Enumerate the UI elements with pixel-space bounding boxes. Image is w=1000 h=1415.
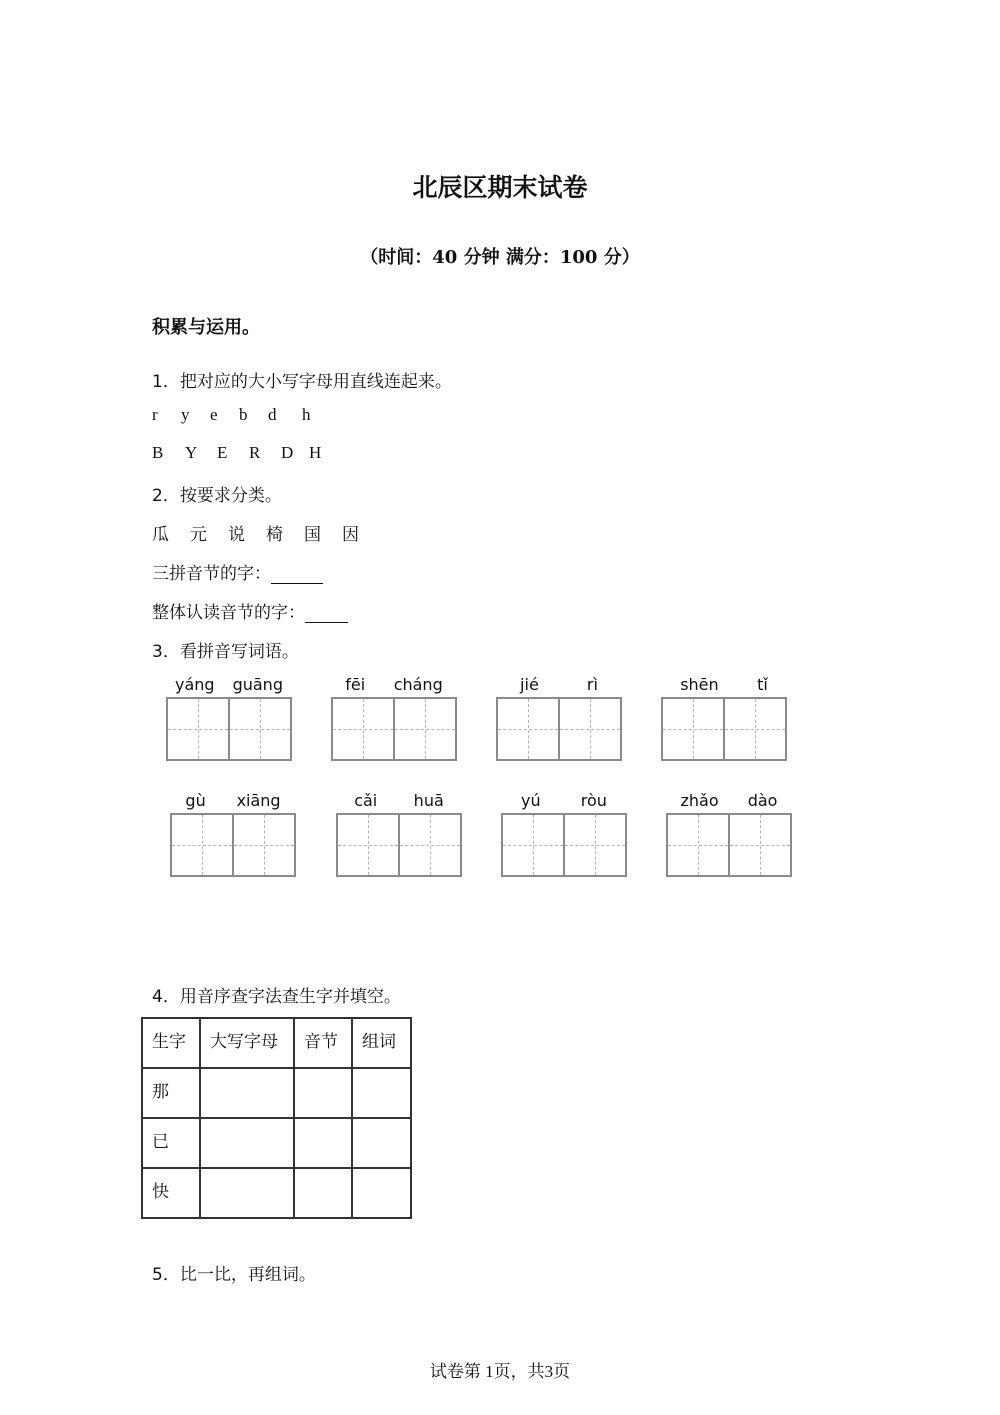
writing-cell[interactable] — [501, 813, 565, 877]
pinyin: fēi — [345, 675, 366, 694]
uppercase-letter: R — [249, 443, 261, 462]
word-grid — [501, 791, 627, 877]
uppercase-letter: D — [281, 443, 294, 462]
writing-cell[interactable] — [730, 813, 792, 877]
writing-cell[interactable] — [496, 697, 560, 761]
character: 瓜 — [152, 525, 169, 545]
whole-syllable-label: 整体认读音节的字： — [152, 603, 305, 623]
exam-info: （时间：40 分钟 满分：100 分） — [360, 247, 640, 268]
answer-blank[interactable] — [305, 604, 348, 623]
writing-cell[interactable] — [661, 697, 725, 761]
word-grid — [496, 675, 622, 761]
writing-cell[interactable] — [400, 813, 462, 877]
word-grid — [661, 675, 787, 761]
whole-syllable-row — [152, 598, 348, 623]
uppercase-letter: H — [309, 443, 322, 462]
word-grid — [331, 675, 457, 761]
question-1-label: 1．把对应的大小写字母用直线连起来。 — [152, 372, 452, 392]
answer-cell[interactable] — [294, 1068, 352, 1118]
writing-cell[interactable] — [560, 697, 622, 761]
pinyin: huā — [413, 791, 444, 810]
pinyin: shēn — [680, 675, 719, 694]
word-grid — [336, 791, 462, 877]
dictionary-lookup-table — [141, 1017, 412, 1219]
writing-cell[interactable] — [565, 813, 627, 877]
character: 元 — [190, 525, 207, 545]
lowercase-letter: b — [239, 405, 248, 424]
column-header: 生字 — [142, 1018, 200, 1068]
three-part-syllable-row — [152, 559, 323, 584]
writing-cell[interactable] — [331, 697, 395, 761]
uppercase-letters — [152, 443, 329, 463]
word-grid — [170, 791, 296, 877]
word-grid — [666, 791, 792, 877]
lowercase-letter: d — [268, 405, 277, 424]
column-header: 组词 — [352, 1018, 411, 1068]
answer-cell[interactable] — [352, 1168, 411, 1218]
pinyin: guāng — [232, 675, 283, 694]
character-list — [152, 520, 362, 545]
writing-cell[interactable] — [666, 813, 730, 877]
character: 因 — [342, 525, 359, 545]
answer-cell[interactable] — [200, 1168, 294, 1218]
answer-cell[interactable] — [294, 1168, 352, 1218]
word-grid — [166, 675, 292, 761]
question-5-label: 5．比一比，再组词。 — [152, 1265, 316, 1285]
pinyin: cháng — [393, 675, 443, 694]
page-title: 北辰区期末试卷 — [412, 173, 588, 202]
three-part-syllable-label: 三拼音节的字： — [152, 564, 271, 584]
lowercase-letter: e — [210, 405, 218, 424]
pinyin: gù — [185, 791, 206, 810]
lowercase-letter: r — [152, 405, 158, 424]
lowercase-letter: h — [302, 405, 311, 424]
table-header-row — [142, 1018, 411, 1068]
pinyin: cǎi — [354, 791, 378, 810]
pinyin: xiāng — [236, 791, 281, 810]
writing-cell[interactable] — [170, 813, 234, 877]
pinyin: yáng — [175, 675, 215, 694]
answer-cell[interactable] — [200, 1118, 294, 1168]
pinyin: tǐ — [757, 675, 768, 694]
uppercase-letter: E — [217, 443, 228, 462]
answer-cell[interactable] — [352, 1068, 411, 1118]
character: 椅 — [266, 525, 283, 545]
character: 国 — [304, 525, 321, 545]
writing-cell[interactable] — [234, 813, 296, 877]
pinyin: yú — [521, 791, 541, 810]
answer-cell[interactable] — [294, 1118, 352, 1168]
column-header: 大写字母 — [200, 1018, 294, 1068]
pinyin: rì — [586, 675, 598, 694]
question-2-label: 2．按要求分类。 — [152, 486, 282, 506]
writing-cell[interactable] — [166, 697, 230, 761]
writing-cell[interactable] — [725, 697, 787, 761]
table-cell: 已 — [142, 1118, 200, 1168]
lowercase-letter: y — [181, 405, 190, 424]
page-footer: 试卷第 1页，共3页 — [429, 1362, 571, 1381]
character: 说 — [228, 525, 245, 545]
table-row — [142, 1118, 411, 1168]
table-cell: 那 — [142, 1068, 200, 1118]
question-4-label: 4．用音序查字法查生字并填空。 — [152, 987, 401, 1007]
pinyin: jié — [520, 675, 539, 694]
table-cell: 快 — [142, 1168, 200, 1218]
table-row — [142, 1068, 411, 1118]
pinyin: ròu — [580, 791, 607, 810]
section-heading: 积累与运用。 — [152, 317, 260, 338]
pinyin: dào — [747, 791, 778, 810]
uppercase-letter: Y — [185, 443, 198, 462]
column-header: 音节 — [294, 1018, 352, 1068]
table-row — [142, 1168, 411, 1218]
answer-cell[interactable] — [200, 1068, 294, 1118]
lowercase-letters — [152, 405, 322, 425]
pinyin: zhǎo — [680, 791, 719, 810]
uppercase-letter: B — [152, 443, 164, 462]
question-3-label: 3．看拼音写词语。 — [152, 642, 299, 662]
writing-cell[interactable] — [395, 697, 457, 761]
answer-cell[interactable] — [352, 1118, 411, 1168]
answer-blank[interactable] — [271, 565, 323, 584]
writing-cell[interactable] — [336, 813, 400, 877]
writing-cell[interactable] — [230, 697, 292, 761]
